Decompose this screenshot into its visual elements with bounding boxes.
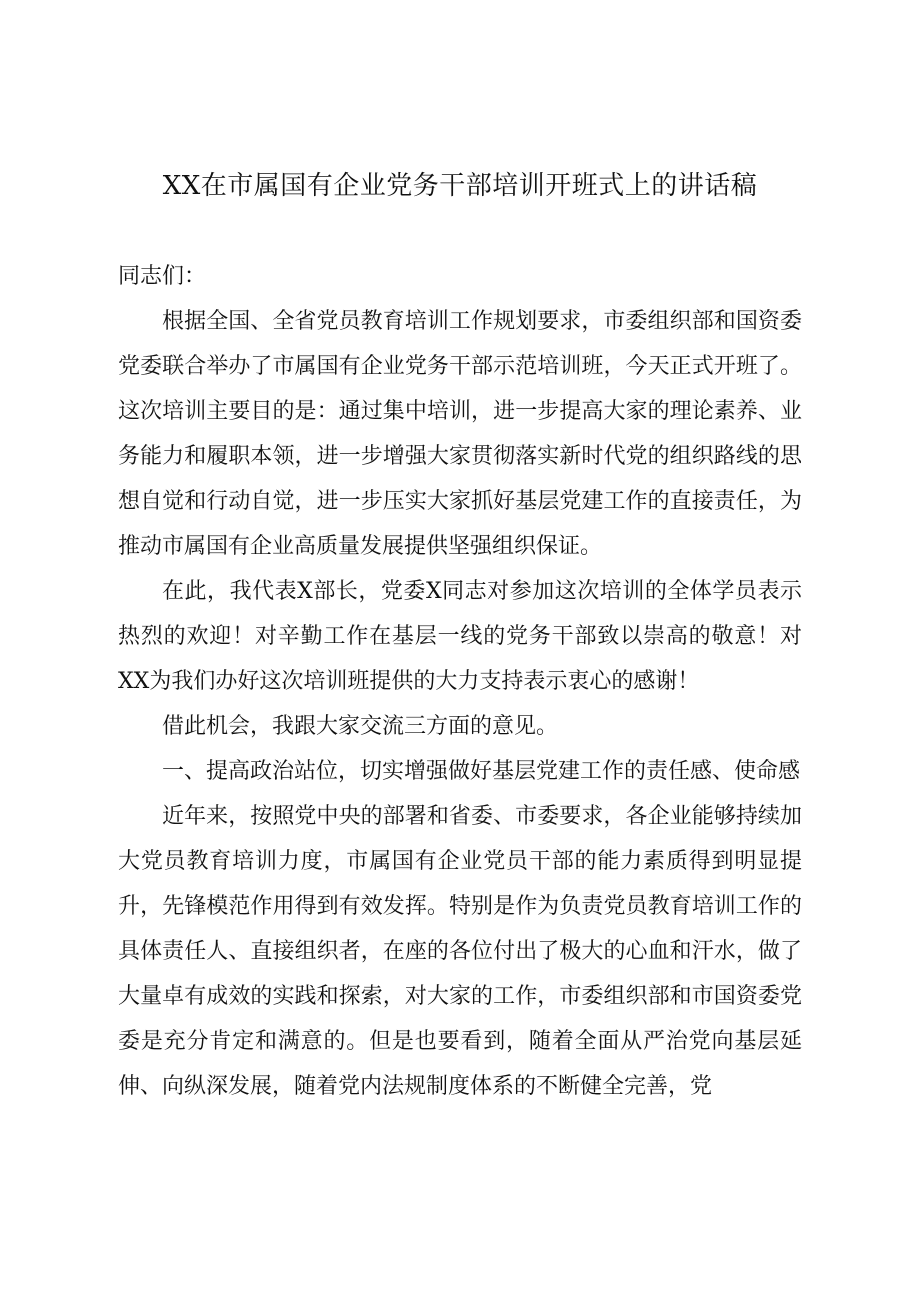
paragraph-section-1: 近年来，按照党中央的部署和省委、市委要求，各企业能够持续加大党员教育培训力度，市属国有企业党员干部的能力素质得到明显提升，先锋模范作用得到有效发挥。特别是作为负责党员教育培训工作的具体责任人、直接组织者，在座的各位付出了极大的心血和汗水，做了大量卓有成效的实践和探索，对大家的工作，市委组织部和市国资委党委是充分肯定和满意的。但是也要看到，随着全面从严治党向基层延伸、向纵深发展，随着党内法规制度体系的不断健全完善，党 <box>118 804 802 1099</box>
paragraph-welcome: 在此，我代表X部长，党委X同志对参加这次培训的全体学员表示热烈的欢迎！对辛勤工作在基层一线的党务干部致以崇高的敬意！对XX为我们办好这次培训班提供的大力支持表示衷心的感谢！ <box>118 579 802 694</box>
paragraph-transition: 借此机会，我跟大家交流三方面的意见。 <box>162 714 559 739</box>
document-body <box>118 254 802 1109</box>
salutation: 同志们： <box>118 264 207 289</box>
section-heading-1: 一、提高政治站位，切实增强做好基层党建工作的责任感、使命感 <box>162 759 801 784</box>
paragraph-intro: 根据全国、全省党员教育培训工作规划要求，市委组织部和国资委党委联合举办了市属国有企业党务干部示范培训班，今天正式开班了。这次培训主要目的是：通过集中培训，进一步提高大家的理论素养、业务能力和履职本领，进一步增强大家贯彻落实新时代党的组织路线的思想自觉和行动自觉，进一步压实大家抓好基层党建工作的直接责任，为推动市属国有企业高质量发展提供坚强组织保证。 <box>118 309 802 559</box>
document-title: XX在市属国有企业党务干部培训开班式上的讲话稿 <box>162 171 758 201</box>
